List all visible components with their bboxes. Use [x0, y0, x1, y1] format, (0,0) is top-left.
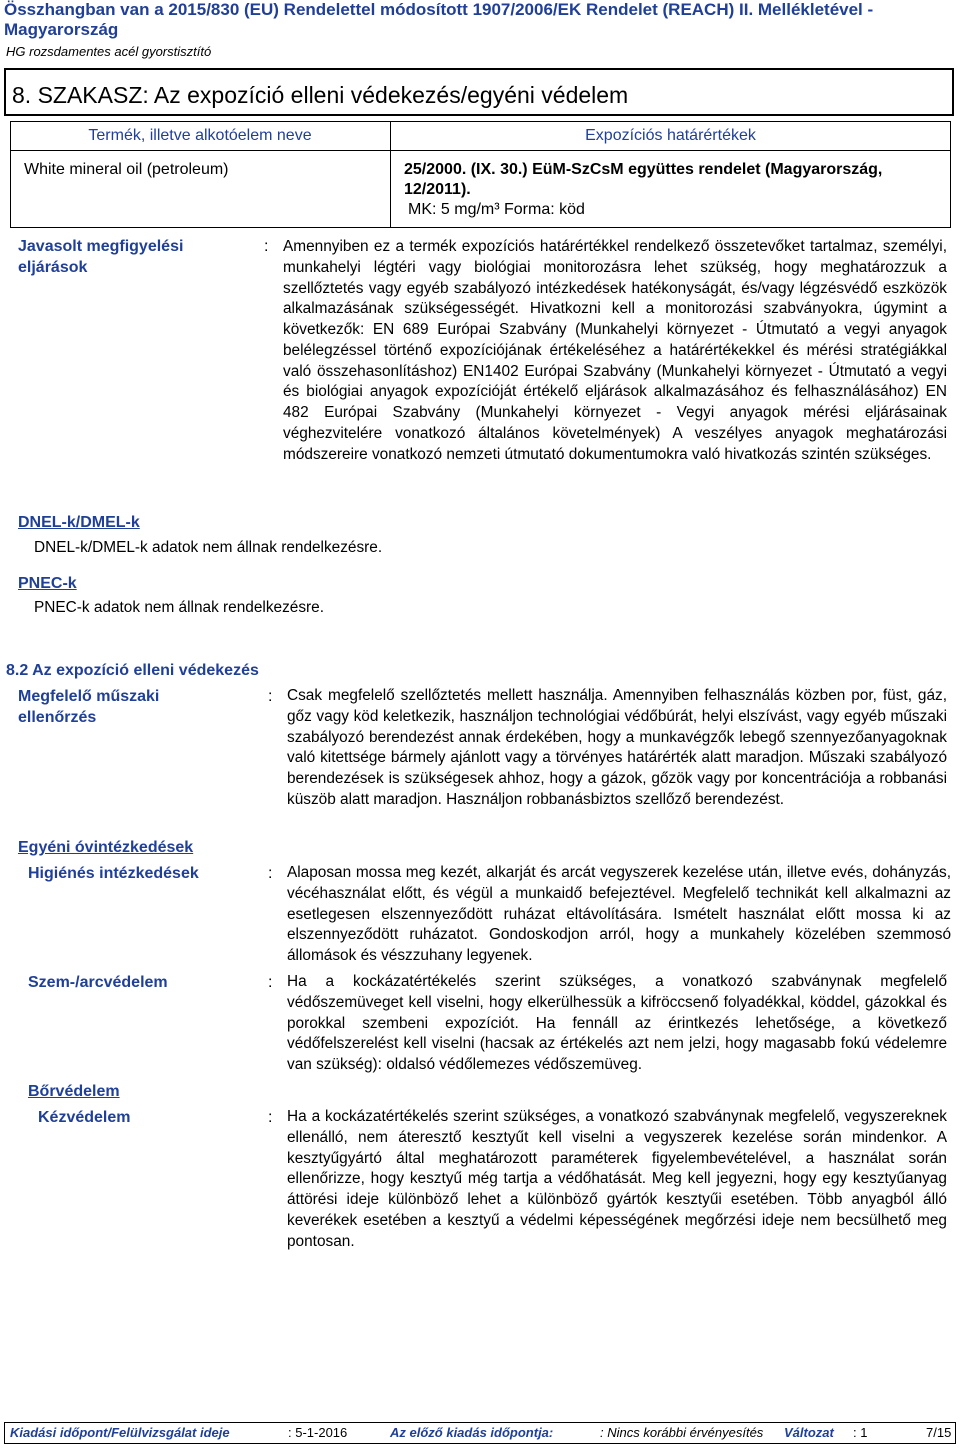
substance-name-cell: White mineral oil (petroleum) [24, 161, 229, 178]
footer-version-value: : 1 [853, 1425, 868, 1440]
field-colon: : [268, 865, 273, 882]
engineering-controls-text: Csak megfelelő szellőztetés mellett használja. Amennyiben felhasználás közben por, füst, gáz, gőz vagy köd keletkezik, használjon technológiai védőbúrát, helyi elszívást, vagy egyéb műszaki szabályozó berendezést annak érdekében, hogy a munkavégzők lebegő szennyezőanyagoknak való kitettsége bármely ajánlott vagy a törvényes határérték alatt maradjon. Műszaki szabályozó berendezések is szükségesek ahhoz, hogy a gázok, gőzök vagy por koncentrációja a robbanási küszöb alatt maradjon. Használjon robbanásbiztos szellőző berendezést. [287, 687, 947, 808]
table-divider [10, 150, 951, 151]
field-colon: : [268, 688, 273, 705]
skin-protection-label: Bőrvédelem [28, 1083, 120, 1100]
footer-version-label: Változat [784, 1425, 834, 1440]
document-header-title: Összhangban van a 2015/830 (EU) Rendelettel módosított 1907/2006/EK Rendelet (REACH) II. Mellékletével - Magyarország [4, 0, 874, 39]
hand-protection-label: Kézvédelem [38, 1109, 131, 1126]
column-header-product: Termék, illetve alkotóelem neve [88, 127, 312, 144]
monitoring-label: Javasolt megfigyelési eljárások [18, 238, 184, 276]
limit-regulation: 25/2000. (IX. 30.) EüM-SzCsM együttes rendelet (Magyarország, 12/2011). [404, 161, 883, 198]
dnel-label: DNEL-k/DMEL-k [18, 514, 140, 531]
footer-page-number: 7/15 [926, 1425, 952, 1440]
pnec-label: PNEC-k [18, 575, 77, 592]
engineering-controls-label: Megfelelő műszaki ellenőrzés [18, 688, 160, 726]
footer-prev-value: : Nincs korábbi érvényesítés [600, 1425, 764, 1440]
column-header-limits: Expozíciós határértékek [585, 127, 756, 144]
individual-measures-label: Egyéni óvintézkedések [18, 839, 194, 856]
limit-value: MK: 5 mg/m³ Forma: köd [408, 201, 585, 218]
hygiene-text: Alaposan mossa meg kezét, alkarját és arcát vegyszerek kezelése után, illetve evés, dohányzás, vécéhasználat előtt, és végül a munkaidő befejeztével. Megfelelő technikát kell alkalmazni az esetlegesen elszennyeződött ruházat eltávolítására. Ismételt használat előtt mossa ki az elszennyeződött ruházatot. Gondoskodjon arról, hogy a munkahely közelében szemmosó állomások és vészzuhany legyenek. [287, 864, 951, 964]
field-colon: : [268, 1109, 273, 1126]
hand-protection-text: Ha a kockázatértékelés szerint szükséges, a vonatkozó szabványnak megfelelő, vegyszereknek ellenálló, nem áteresztő kesztyűt kell viselni a vegyszerek kezelése során mindenkor. A kesztyűgyártó által meghatározott paraméterek figyelembevételével, a használat során ellenőrizze, hogy kesztyű még tartja a védőhatását. Meg kell jegyezni, hogy egy kesztyűanyag áttörési ideje különböző lehet a különböző gyártók kesztyűi esetében. Több anyagból álló keverékek esetében a kesztyű a védelmi képességének megőrzési ideje nem becsülhető meg pontosan. [287, 1108, 947, 1250]
footer-prev-label: Az előző kiadás időpontja: [390, 1425, 554, 1440]
monitoring-text: Amennyiben ez a termék expozíciós határértékkel rendelkező összetevőket tartalmaz, személyi, munkahelyi légtéri vagy biológiai monitorozásra lehet szükség, hogy meghatározzuk a szellőztetés vagy egyéb szabályozó intézkedések hatékonyságát, és/vagy légzésvédő eszközök alkalmazásának szükségességét. Hivatkozni kell a monitorozási szabványokra, úgymint a következők: EN 689 Európai Szabvány (Munkahelyi környezet - Útmutató a vegyi anyagok belélegzéssel történő expozíciójának értékeléséhez a határértékekkel és mérési stratégiákkal való összehasonlításhoz) EN1402 Európai Szabvány (Munkahelyi környezet - Útmutató a vegyi és biológiai anyagok expozícióját értékelő eljárások alkalmazásához és felhasználásához) EN 482 Európai Szabvány (Munkahelyi környezet - Vegyi anyagok mérési eljárásainak véghezvitelére vonatkozó általános követelmények) A veszélyes anyagok meghatározási módszereire vonatkozó nemzeti útmutató dokumentumokra való hivatkozás szintén szükséges. [283, 238, 947, 463]
field-colon: : [268, 974, 273, 991]
product-name: HG rozsdamentes acél gyorstisztító [6, 44, 212, 59]
dnel-text: DNEL-k/DMEL-k adatok nem állnak rendelkezésre. [34, 539, 383, 556]
eye-protection-label: Szem-/arcvédelem [28, 974, 168, 991]
exposure-limit-cell [404, 160, 944, 220]
subsection-title: 8.2 Az expozíció elleni védekezés [6, 662, 259, 679]
footer-issue-label: Kiadási időpont/Felülvizsgálat ideje [10, 1425, 230, 1440]
footer-issue-value: : 5-1-2016 [288, 1425, 348, 1440]
pnec-text: PNEC-k adatok nem állnak rendelkezésre. [34, 599, 324, 616]
hygiene-label: Higiénés intézkedések [28, 865, 199, 882]
eye-protection-text: Ha a kockázatértékelés szerint szükséges, a vonatkozó szabványnak megfelelő védőszemüveget kell viselni, hogy elkerülhessük a kifröccsenő folyadékkal, köddel, gázokkal és porokkal szembeni expozíciót. Ha fennáll az érintkezés lehetősége, a következő védőfelszerelést kell viselni (hacsak az értékelés azt nem jelzi, hogy magasabb fokú védelemre van szükség): oldalsó védőlemezes védőszemüveg. [287, 973, 947, 1073]
field-colon: : [264, 238, 269, 255]
section-title: 8. SZAKASZ: Az expozíció elleni védekezés/egyéni védelem [12, 82, 629, 108]
